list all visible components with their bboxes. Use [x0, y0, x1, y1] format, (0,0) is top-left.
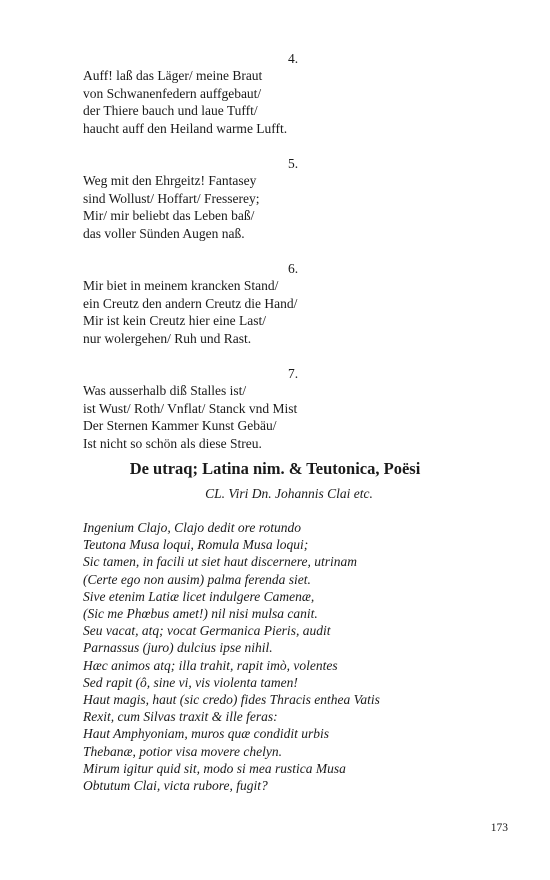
verse-line: Was ausserhalb diß Stalles ist/ [83, 383, 247, 398]
verse-line: ein Creutz den andern Creutz die Hand/ [83, 295, 298, 311]
verse-line: Seu vacat, atq; vocat Germanica Pieris, audit [83, 623, 331, 639]
stanza-6 [83, 260, 483, 347]
stanza-5 [83, 155, 483, 242]
verse-line: Sed rapit (ô, sine vi, vis violenta tamen! [83, 674, 298, 690]
verse-line: Hæc animos atq; illa trahit, rapit imò, volentes [83, 657, 338, 673]
verse-line: Weg mit den Ehrgeitz! Fantasey [83, 173, 257, 188]
german-poem [83, 50, 483, 470]
verse-line: ist Wust/ Roth/ Vnflat/ Stanck vnd Mist [83, 400, 298, 416]
stanza-number: 5. [288, 156, 299, 171]
latin-poem-title: De utraq; Latina nim. & Teutonica, Poësi [129, 459, 421, 478]
verse-line: Haut magis, haut (sic credo) fides Thracis enthea Vatis [83, 692, 380, 708]
verse-line: das voller Sünden Augen naß. [83, 225, 245, 241]
verse-line: Parnassus (juro) dulcius ipse nihil. [83, 640, 273, 656]
verse-line: (Certe ego non ausim) palma ferenda siet. [83, 571, 311, 587]
verse-line: Mir biet in meinem krancken Stand/ [83, 278, 279, 293]
latin-poem [83, 519, 503, 794]
page-number: 173 [490, 822, 508, 834]
verse-line: Haut Amphyoniam, muros quæ condidit urbis [83, 726, 330, 742]
verse-line: Auff! laß das Läger/ meine Braut [83, 68, 263, 83]
verse-line: von Schwanenfedern auffgebaut/ [83, 85, 262, 101]
verse-line: nur wolergehen/ Ruh und Rast. [83, 330, 252, 346]
verse-line: Ingenium Clajo, Clajo dedit ore rotundo [83, 520, 301, 535]
verse-line: Obtutum Clai, victa rubore, fugit? [83, 778, 268, 794]
verse-line: sind Wollust/ Hoffart/ Fresserey; [83, 190, 260, 206]
stanza-number: 6. [288, 261, 299, 276]
verse-line: Mir ist kein Creutz hier eine Last/ [83, 313, 266, 328]
latin-poem-subtitle: CL. Viri Dn. Johannis Clai etc. [205, 486, 373, 501]
verse-line: Mir/ mir beliebt das Leben baß/ [83, 208, 255, 223]
verse-line: Sive etenim Latiæ licet indulgere Camenæ, [83, 588, 315, 604]
verse-line: Ist nicht so schön als diese Streu. [83, 435, 262, 451]
stanza-number: 4. [288, 51, 299, 66]
verse-line: Mirum igitur quid sit, modo si mea rustica Musa [83, 760, 346, 776]
verse-line: Der Sternen Kammer Kunst Gebäu/ [83, 418, 277, 433]
stanza-4 [83, 50, 483, 137]
verse-line: der Thiere bauch und laue Tufft/ [83, 103, 258, 118]
verse-line: haucht auff den Heiland warme Lufft. [83, 120, 288, 136]
verse-line: Teutona Musa loqui, Romula Musa loqui; [83, 537, 309, 553]
stanza-number: 7. [288, 366, 299, 381]
stanza-7 [83, 365, 483, 452]
verse-line: Rexit, cum Silvas traxit & ille feras: [83, 709, 278, 725]
verse-line: (Sic me Phœbus amet!) nil nisi mulsa canit. [83, 606, 318, 622]
verse-line: Thebanæ, potior visa movere chelyn. [83, 743, 282, 759]
verse-line: Sic tamen, in facili ut siet haut discernere, utrinam [83, 554, 357, 570]
